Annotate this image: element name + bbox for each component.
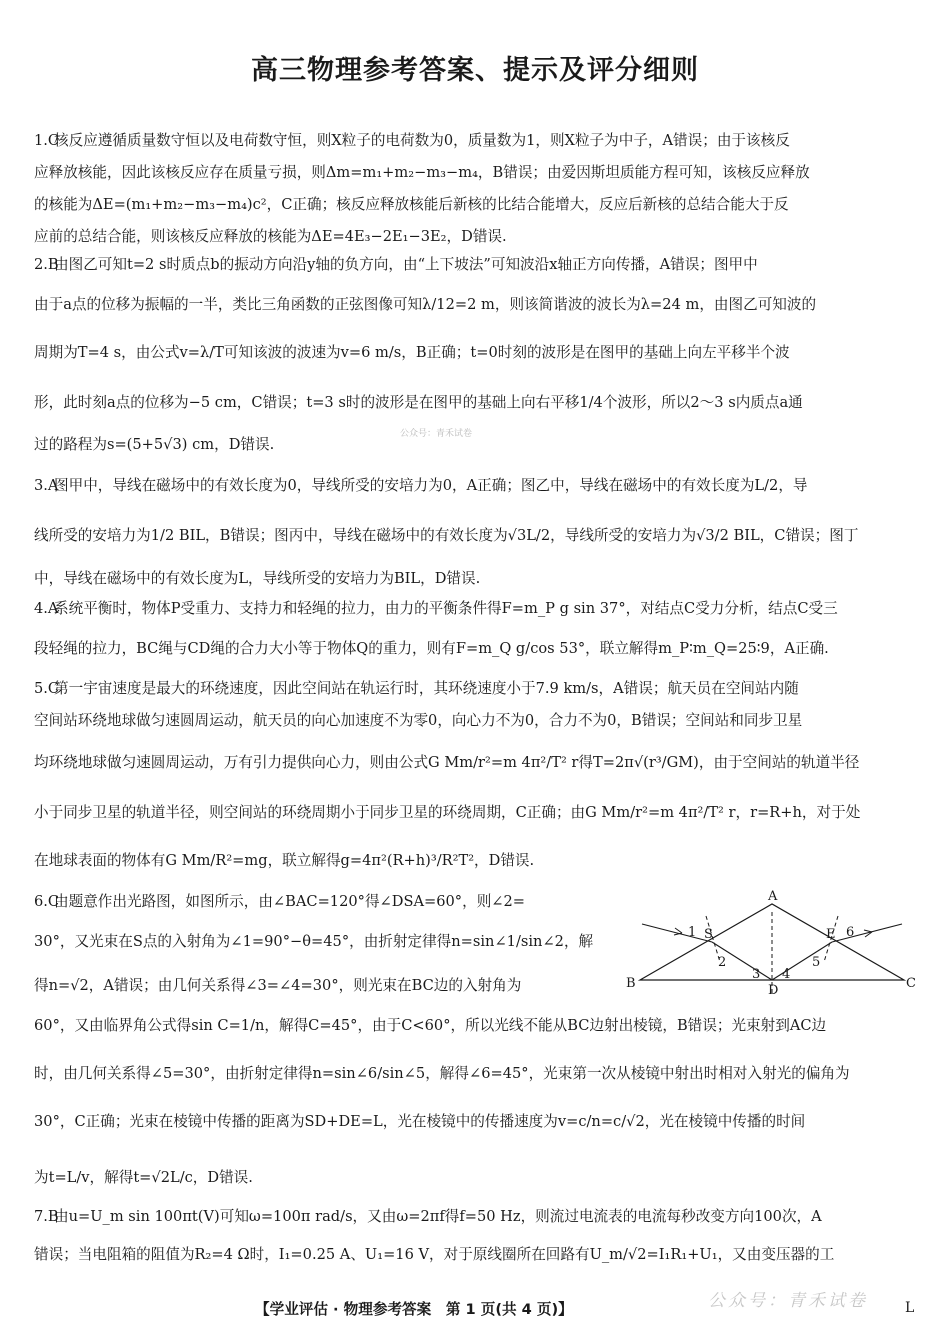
answer-line: 系统平衡时，物体P受重力、支持力和轻绳的拉力，由力的平衡条件得F=m_P g sin 37°，对结点C受力分析，结点C受三 — [54, 600, 838, 617]
label-s: S — [704, 927, 713, 942]
answer-line: 错误；当电阻箱的阻值为R₂=4 Ω时，I₁=0.25 A、U₁=16 V，对于原线圈所在回路有U_m/√2=I₁R₁+U₁，又由变压器的工 — [34, 1246, 835, 1263]
emergent-ray — [832, 924, 902, 942]
answer-number: 4.A — [34, 600, 59, 617]
answer-line: 30°，又光束在S点的入射角为∠1=90°−θ=45°，由折射定律得n=sin∠1/sin∠2，解 — [34, 933, 594, 950]
answer-line: 60°，又由临界角公式得sin C=1/n，解得C=45°，由于C<60°，所以光线不能从BC边射出棱镜，B错误；光束射到AC边 — [34, 1017, 827, 1034]
answer-line: 应释放核能，因此该核反应存在质量亏损，则Δm=m₁+m₂−m₃−m₄，B错误；由爱因斯坦质能方程可知，该核反应释放 — [34, 164, 810, 181]
answer-line: 由于a点的位移为振幅的一半，类比三角函数的正弦图像可知λ/12=2 m，则该简谐波的波长为λ=24 m，由图乙可知波的 — [34, 296, 817, 313]
label-a: A — [768, 889, 778, 904]
label-angle-4: 4 — [782, 967, 791, 982]
answer-number: 7.B — [34, 1208, 59, 1225]
reflected-ray-de — [772, 942, 832, 980]
answer-line: 由图乙可知t=2 s时质点b的振动方向沿y轴的负方向，由“上下坡法”可知波沿x轴正方向传播，A错误；图甲中 — [54, 256, 758, 273]
page-title: 高三物理参考答案、提示及评分细则 — [251, 55, 699, 86]
answer-line: 由题意作出光路图，如图所示，由∠BAC=120°得∠DSA=60°，则∠2= — [54, 893, 526, 910]
answer-line: 为t=L/v，解得t=√2L/c，D错误. — [34, 1169, 253, 1186]
answer-line: 空间站环绕地球做匀速圆周运动，航天员的向心加速度不为零0，向心力不为0，合力不为0，B错误；空间站和同步卫星 — [34, 712, 803, 729]
answer-number: 1.C — [34, 132, 60, 149]
answer-line: 由u=U_m sin 100πt(V)可知ω=100π rad/s，又由ω=2πf得f=50 Hz，则流过电流表的电流每秒改变方向100次，A — [54, 1208, 822, 1225]
answer-line: 时，由几何关系得∠5=30°，由折射定律得n=sin∠6/sin∠5，解得∠6=45°，光束第一次从棱镜中射出时相对入射光的偏角为 — [34, 1065, 850, 1082]
answer-line: 得n=√2，A错误；由几何关系得∠3=∠4=30°，则光束在BC边的入射角为 — [34, 977, 522, 994]
answer-line: 形，此时刻a点的位移为−5 cm，C错误；t=3 s时的波形是在图甲的基础上向右平移1/4个波形，所以2～3 s内质点a通 — [34, 394, 803, 411]
label-b: B — [626, 976, 636, 991]
answer-line: 应前的总结合能，则该核反应释放的核能为ΔE=4E₃−2E₁−3E₂，D错误. — [34, 228, 507, 245]
label-angle-3: 3 — [752, 967, 761, 982]
answer-line: 的核能为ΔE=(m₁+m₂−m₃−m₄)c²，C正确；核反应释放核能后新核的比结合能增大，反应后新核的总结合能大于反 — [34, 196, 789, 213]
answer-line: 30°，C正确；光束在棱镜中传播的距离为SD+DE=L，光在棱镜中的传播速度为v=c/n=c/√2，光在棱镜中传播的时间 — [34, 1113, 806, 1130]
answer-line: 中，导线在磁场中的有效长度为L，导线所受的安培力为BIL，D错误. — [34, 570, 481, 587]
label-angle-6: 6 — [846, 925, 855, 940]
answer-line: 线所受的安培力为1/2 BIL，B错误；图丙中，导线在磁场中的有效长度为√3L/2，导线所受的安培力为√3/2 BIL，C错误；图丁 — [34, 527, 859, 544]
answer-number: 5.C — [34, 680, 60, 697]
answer-line: 小于同步卫星的轨道半径，则空间站的环绕周期小于同步卫星的环绕周期，C正确；由G Mm/r²=m 4π²/T² r，r=R+h，对于处 — [34, 804, 861, 821]
page-footer: 【学业评估 · 物理参考答案 第 1 页(共 4 页)】 — [255, 1301, 573, 1318]
answer-line: 第一宇宙速度是最大的环绕速度，因此空间站在轨运行时，其环绕速度小于7.9 km/s，A错误；航天员在空间站内随 — [54, 680, 799, 697]
watermark-small: 公众号：青禾试卷 — [400, 429, 473, 439]
answer-number: 2.B — [34, 256, 59, 273]
watermark-large: 公众号：青禾试卷 — [708, 1291, 868, 1311]
prism-light-path-diagram — [622, 886, 922, 1008]
label-d: D — [768, 983, 779, 998]
footer-code: L — [905, 1300, 915, 1316]
answer-number: 6.C — [34, 893, 60, 910]
answer-line: 在地球表面的物体有G Mm/R²=mg，联立解得g=4π²(R+h)³/R²T²，D错误. — [34, 852, 535, 869]
answer-line: 周期为T=4 s，由公式v=λ/T可知该波的波速为v=6 m/s，B正确；t=0时刻的波形是在图甲的基础上向左平移半个波 — [34, 344, 790, 361]
incident-ray — [642, 924, 712, 942]
answer-line: 核反应遵循质量数守恒以及电荷数守恒，则X粒子的电荷数为0，质量数为1，则X粒子为中子，A错误；由于该核反 — [54, 132, 790, 149]
label-c: C — [906, 976, 916, 991]
label-angle-1: 1 — [688, 925, 697, 940]
answer-line: 均环绕地球做匀速圆周运动，万有引力提供向心力，则由公式G Mm/r²=m 4π²/T² r得T=2π√(r³/GM)，由于空间站的轨道半径 — [34, 754, 860, 771]
answer-number: 3.A — [34, 477, 59, 494]
answer-line: 图甲中，导线在磁场中的有效长度为0，导线所受的安培力为0，A正确；图乙中，导线在磁场中的有效长度为L/2，导 — [54, 477, 808, 494]
label-e: E — [826, 927, 836, 942]
label-angle-5: 5 — [812, 955, 821, 970]
answer-line: 过的路程为s=(5+5√3) cm，D错误. — [34, 436, 275, 453]
answer-line: 段轻绳的拉力，BC绳与CD绳的合力大小等于物体Q的重力，则有F=m_Q g/cos 53°，联立解得m_P∶m_Q=25∶9，A正确. — [34, 640, 829, 657]
label-angle-2: 2 — [718, 955, 727, 970]
